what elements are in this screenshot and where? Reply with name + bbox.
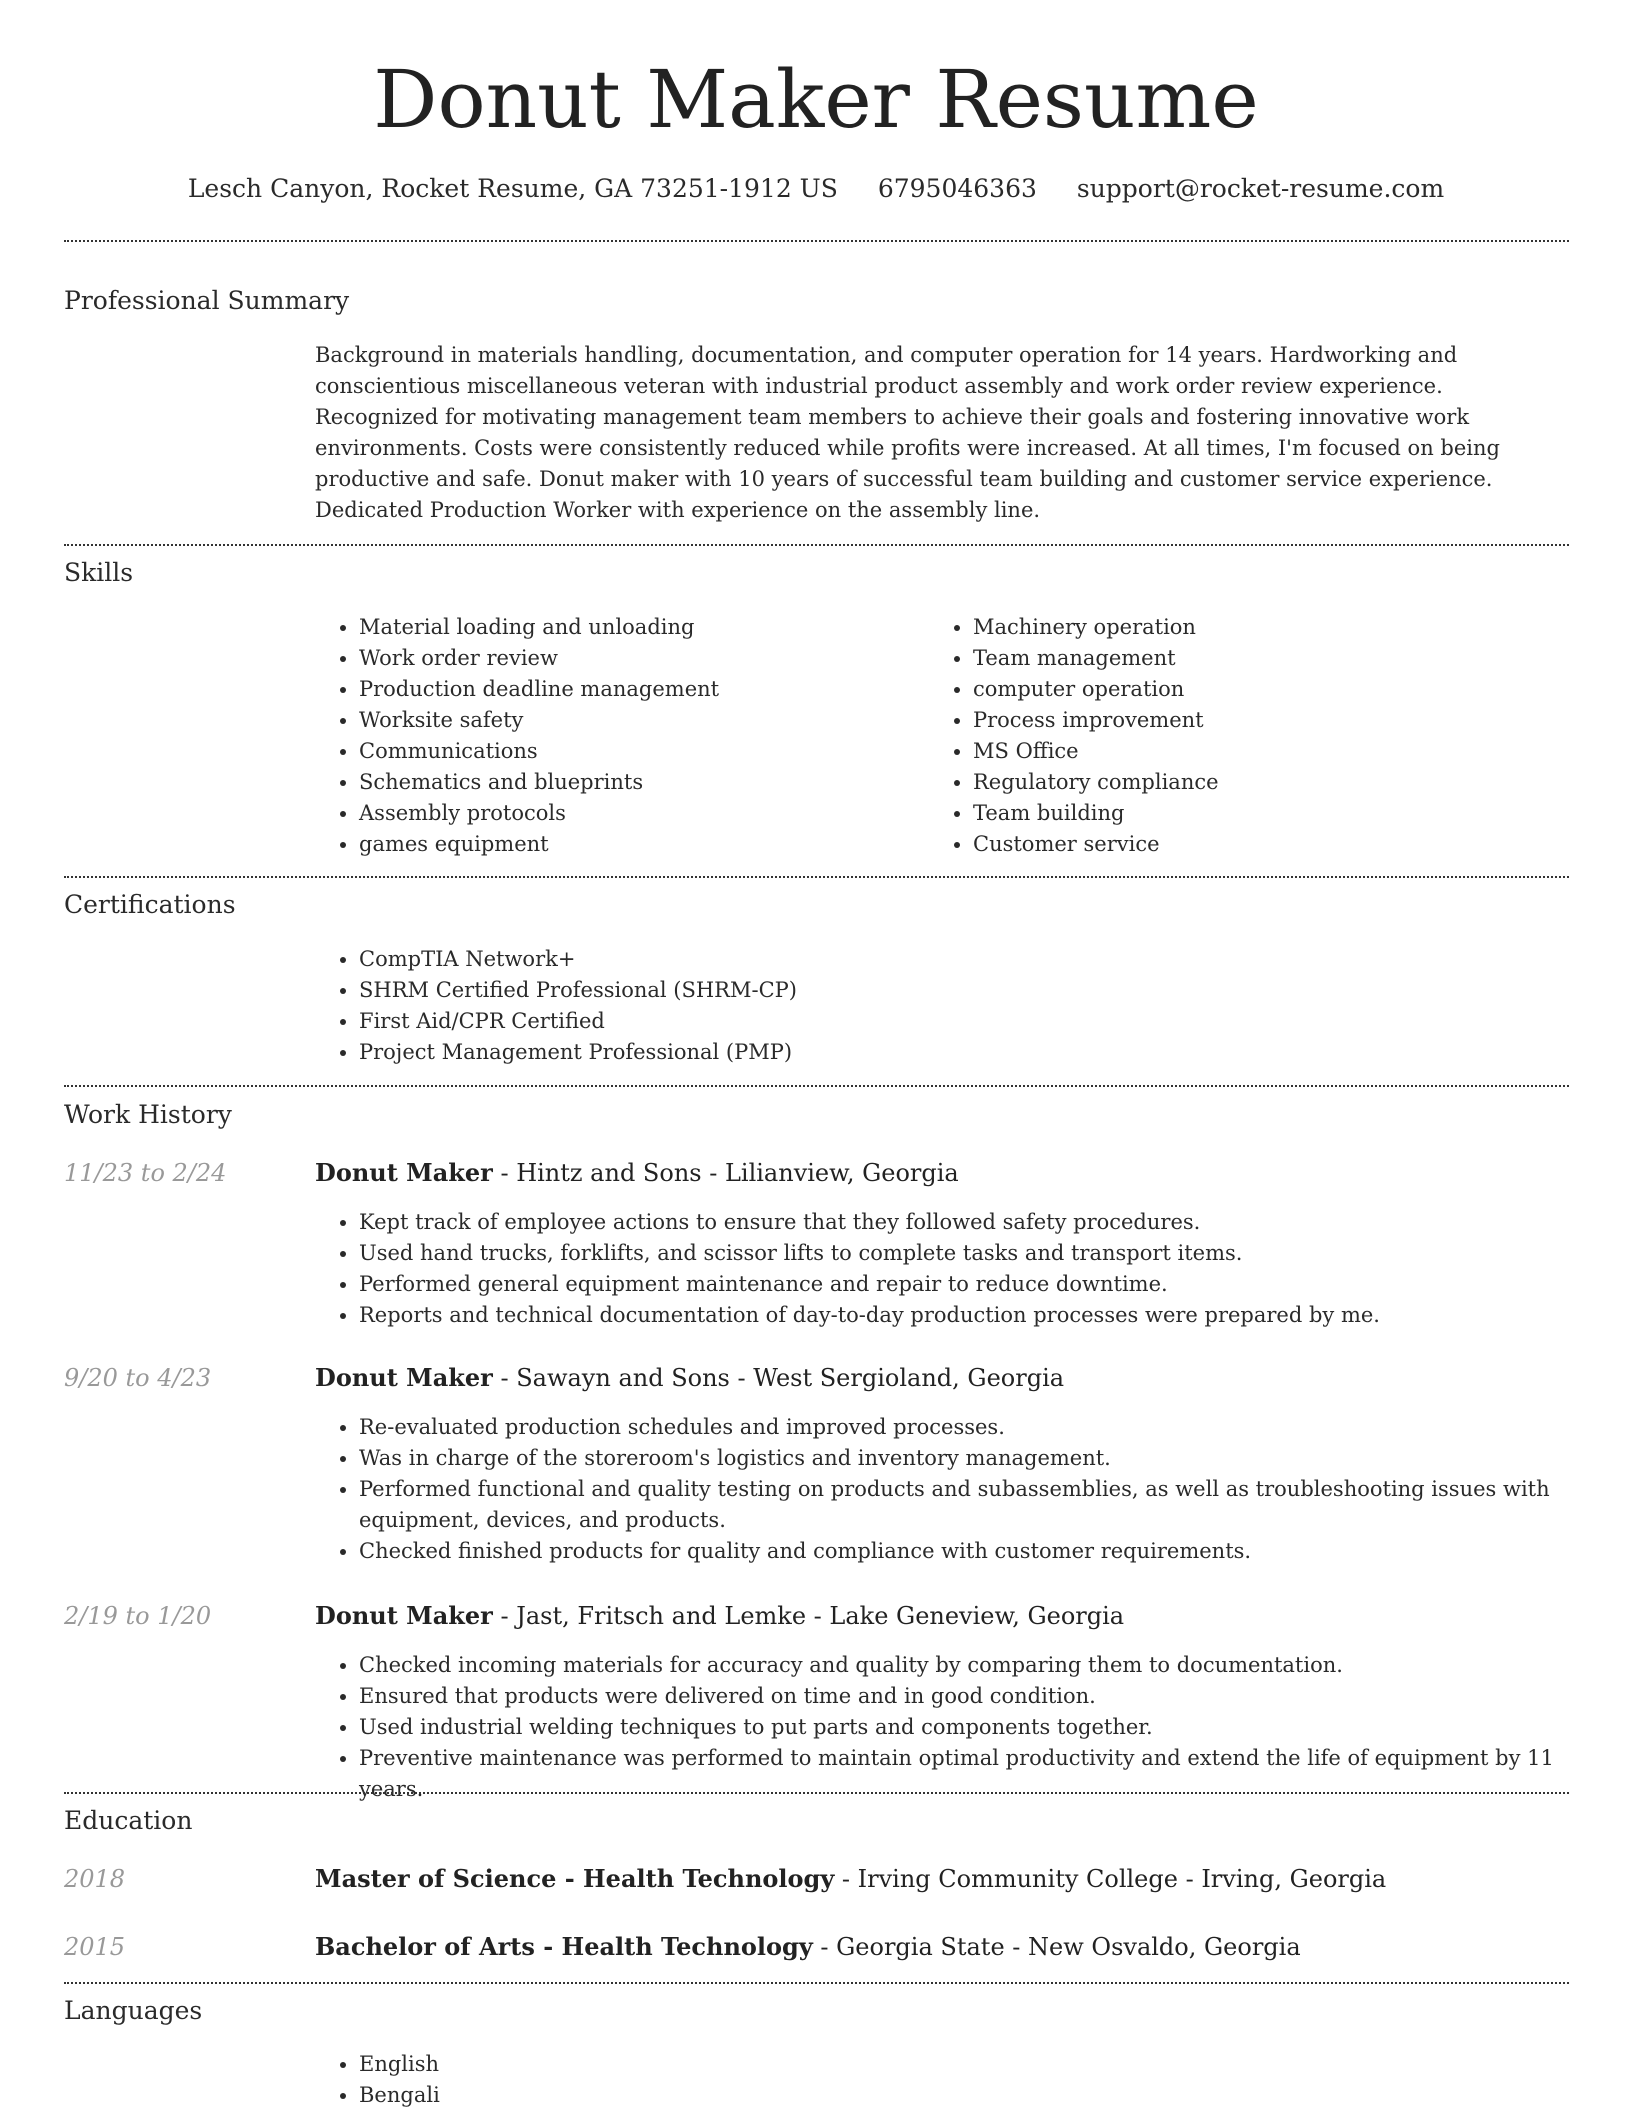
job-role: Donut Maker [315,1363,493,1392]
education-school: - Irving Community College - Irving, Georgia [834,1865,1387,1893]
certification-item: • First Aid/CPR Certified [359,1006,1559,1037]
certification-item: • Project Management Professional (PMP) [359,1037,1559,1068]
summary-text: Background in materials handling, documentation, and computer operation for 14 years. Hardworking and conscientious miscellaneous veteran with industrial product assembly and work order review experience. Recognized for motivating management team members to achieve their goals and fostering innovative work environments. Costs were consistently reduced while profits were increased. At all times, I'm focused on being productive and safe. Donut maker with 10 years of successful team building and customer service experience. Dedicated Production Worker with experience on the assembly line. [315,343,1500,522]
skills-list-right [929,612,1573,860]
section-title-skills: Skills [64,558,134,587]
skill-item: • Customer service [973,829,1573,860]
education-school: - Georgia State - New Osvaldo, Georgia [812,1933,1301,1961]
contact-line [0,170,1632,208]
language-item: • Bengali [359,2080,959,2111]
job-employer: - Jast, Fritsch and Lemke - Lake Geneview, Georgia [492,1602,1125,1630]
skill-item: • Material loading and unloading [359,612,919,643]
job-bullets [315,1207,1609,1331]
section-title-summary: Professional Summary [64,286,350,315]
job-bullets [315,1650,1609,1805]
job-bullet: • Kept track of employee actions to ensure that they followed safety procedures. [359,1207,1609,1238]
job-bullet: • Checked finished products for quality and compliance with customer requirements. [359,1536,1609,1567]
section-title-languages: Languages [64,1996,203,2025]
job-bullet: • Was in charge of the storeroom's logistics and inventory management. [359,1443,1609,1474]
resume-name: Donut Maker Resume [373,53,1259,146]
skill-item: • Worksite safety [359,705,919,736]
divider [64,1982,1569,1984]
section-title-education: Education [64,1806,193,1835]
education-degree: Master of Science - Health Technology [315,1864,835,1893]
skill-item: • Machinery operation [973,612,1573,643]
education-entry [315,1861,1386,1897]
skill-item: • MS Office [973,736,1573,767]
job-role: Donut Maker [315,1158,493,1187]
job-bullet: • Performed general equipment maintenance and repair to reduce downtime. [359,1269,1609,1300]
contact-phone: 6795046363 [877,174,1037,203]
skills-list-left [315,612,919,860]
education-year: 2018 [64,1865,126,1893]
job-dates: 2/19 to 1/20 [64,1602,212,1630]
contact-email: support@rocket-resume.com [1076,174,1445,203]
skill-item: • games equipment [359,829,919,860]
skill-item: • Regulatory compliance [973,767,1573,798]
skill-item: • Work order review [359,643,919,674]
job-title [315,1360,1064,1396]
job-role: Donut Maker [315,1601,493,1630]
skill-item: • Assembly protocols [359,798,919,829]
job-employer: - Sawayn and Sons - West Sergioland, Georgia [492,1364,1065,1392]
skill-item: • Team management [973,643,1573,674]
job-bullet: • Re-evaluated production schedules and improved processes. [359,1412,1609,1443]
languages-list [315,2049,959,2111]
divider [64,1792,1569,1794]
education-degree: Bachelor of Arts - Health Technology [315,1932,813,1961]
skill-item: • Team building [973,798,1573,829]
education-entry [315,1929,1301,1965]
skill-item: • Process improvement [973,705,1573,736]
job-title [315,1598,1124,1634]
language-item: • English [359,2049,959,2080]
divider [64,544,1569,546]
job-bullet: • Ensured that products were delivered on time and in good condition. [359,1681,1609,1712]
job-dates: 11/23 to 2/24 [64,1159,227,1187]
job-bullets [315,1412,1609,1567]
skill-item: • Production deadline management [359,674,919,705]
job-bullet: • Checked incoming materials for accuracy and quality by comparing them to documentation. [359,1650,1609,1681]
divider [64,1085,1569,1087]
job-bullet: • Used hand trucks, forklifts, and scissor lifts to complete tasks and transport items. [359,1238,1609,1269]
job-dates: 9/20 to 4/23 [64,1364,212,1392]
skill-item: • computer operation [973,674,1573,705]
certification-item: • SHRM Certified Professional (SHRM-CP) [359,975,1559,1006]
job-employer: - Hintz and Sons - Lilianview, Georgia [492,1159,959,1187]
job-bullet: • Performed functional and quality testing on products and subassemblies, as well as troubleshooting issues with equipment, devices, and products. [359,1474,1609,1536]
certification-item: • CompTIA Network+ [359,944,1559,975]
section-title-work-history: Work History [64,1100,232,1129]
section-title-certifications: Certifications [64,890,236,919]
job-bullet: • Reports and technical documentation of day-to-day production processes were prepared by me. [359,1300,1609,1331]
skill-item: • Communications [359,736,919,767]
skill-item: • Schematics and blueprints [359,767,919,798]
job-title [315,1155,959,1191]
contact-address: Lesch Canyon, Rocket Resume, GA 73251-1912 US [187,174,838,203]
divider [64,876,1569,878]
certifications-list [315,944,1559,1068]
education-year: 2015 [64,1933,126,1961]
divider [64,240,1569,242]
job-bullet: • Preventive maintenance was performed to maintain optimal productivity and extend the life of equipment by 11 years. [359,1743,1609,1805]
job-bullet: • Used industrial welding techniques to put parts and components together. [359,1712,1609,1743]
